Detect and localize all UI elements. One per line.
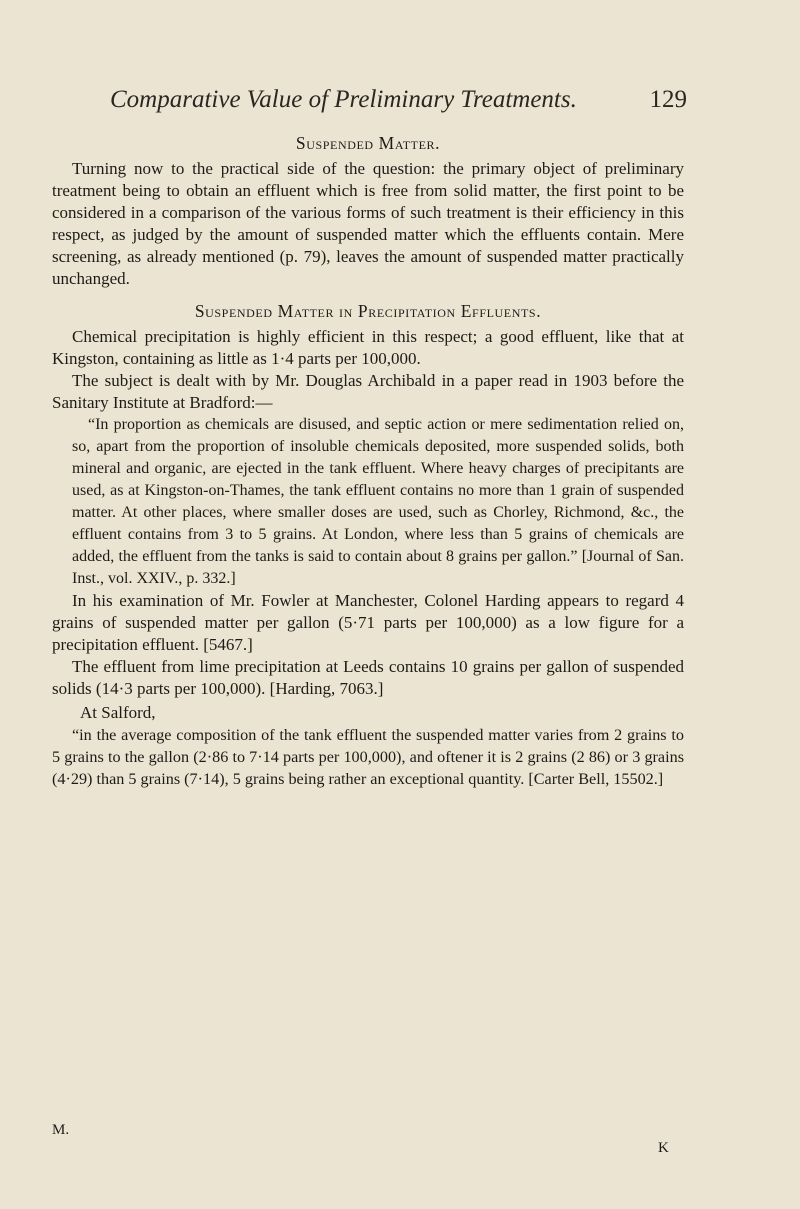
running-head-title: Comparative Value of Preliminary Treatments.: [110, 86, 577, 113]
paragraph-intro: Turning now to the practical side of the question: the primary object of preliminary treatment being to obtain an effluent which is free from solid matter, the first point to be considered in a comparison of the various forms of such treatment is their efficiency in this respect, as judged by the amount of suspended matter which the effluents contain. Mere screening, as already mentioned (p. 79), leaves the amount of suspended matter practically unchanged.: [52, 159, 684, 288]
paragraph-archibald: The subject is dealt with by Mr. Douglas Archibald in a paper read in 1903 before the Sanitary Institute at Bradford:—: [52, 371, 684, 412]
block-quote-salford: [52, 724, 684, 790]
paragraph-fowler: In his examination of Mr. Fowler at Manchester, Colonel Harding appears to regard 4 grains of suspended matter per gallon (5·71 parts per 100,000) as a low figure for a precipitation effluent. [5467.]: [52, 591, 684, 654]
paragraph-leeds: The effluent from lime precipitation at Leeds contains 10 grains per gallon of suspended solids (14·3 parts per 100,000). [Harding, 7063.]: [52, 657, 684, 698]
paragraph-chemical-precipitation: Chemical precipitation is highly efficient in this respect; a good effluent, like that at Kingston, containing as little as 1·4 parts per 100,000.: [52, 327, 684, 368]
quote-salford-text: “in the average composition of the tank effluent the suspended matter varies from 2 grains to 5 grains to the gallon (2·86 to 7·14 parts per 100,000), and oftener it is 2 grains (2 86) or 3 grains (4·29) than 5 grains (7·14), 5 grains being rather an exceptional quantity. [Carter Bell, 15502.]: [52, 726, 684, 788]
section-heading-suspended-matter: Suspended Matter.: [295, 133, 441, 153]
quote-archibald-text: “In proportion as chemicals are disused, and septic action or mere sedimentation relied on, so, apart from the proportion of insoluble chemicals deposited, more suspended solids, both mineral and organic, are ejected in the tank effluent. Where heavy charges of precipitants are used, as at Kingston-on-Thames, the tank effluent contains no more than 1 grain of suspended matter. At other places, where smaller doses are used, such as Chorley, Richmond, &c., the effluent contains from 3 to 5 grains. At London, where less than 5 grains of chemicals are added, the effluent from the tanks is said to contain about 8 grains per gallon.” [Journal of San. Inst., vol. XXIV., p. 332.]: [72, 416, 684, 587]
paragraph-at-salford: At Salford,: [80, 703, 156, 722]
signature-mark-left: M.: [52, 1122, 70, 1138]
page-body: [52, 132, 684, 790]
section-heading-precipitation-effluents: Suspended Matter in Precipitation Effluents.: [194, 301, 542, 321]
signature-mark: K: [658, 1140, 669, 1156]
page-number: 129: [649, 86, 687, 113]
block-quote-archibald: [52, 414, 684, 590]
running-head: [110, 86, 687, 120]
